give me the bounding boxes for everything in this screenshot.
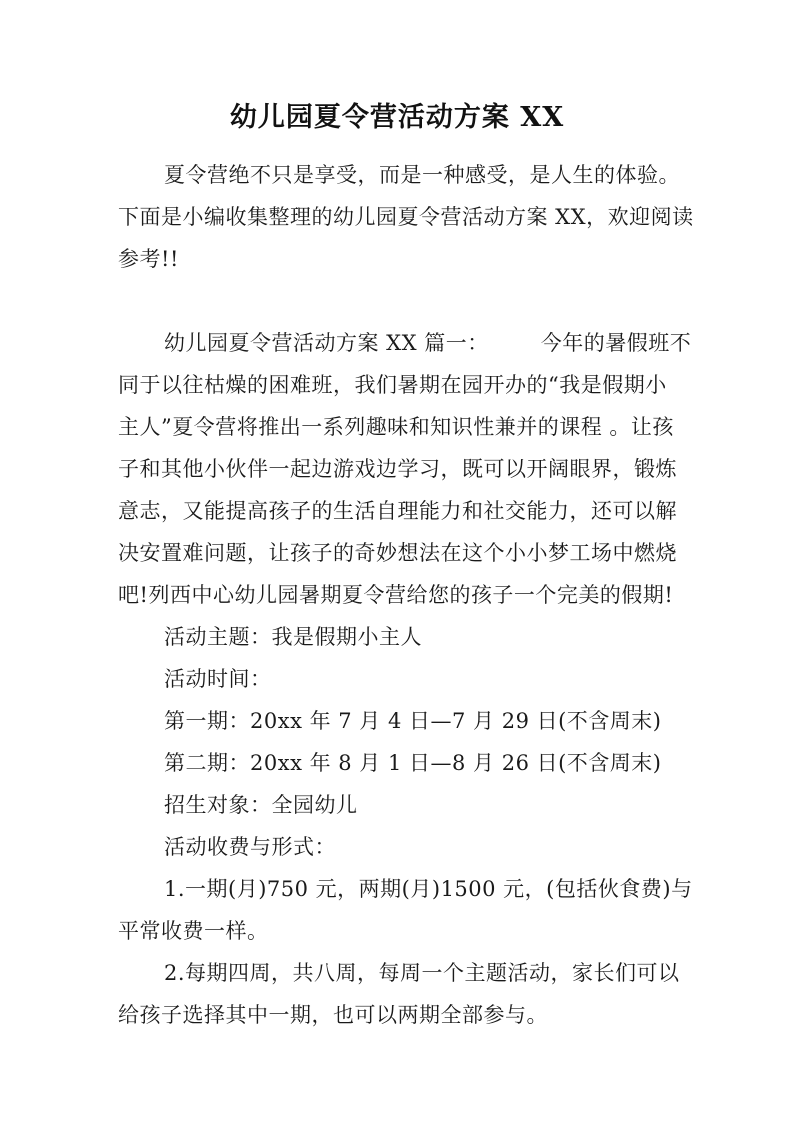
document-title: 幼儿园夏令营活动方案 XX <box>229 102 565 133</box>
body-line: 吧!列西中心幼儿园暑期夏令营给您的孩子一个完美的假期! <box>118 583 674 607</box>
body-line: 同于以往枯燥的困难班，我们暑期在园开办的“我是假期小 <box>118 373 667 397</box>
body-line: 主人”夏令营将推出一系列趣味和知识性兼并的课程 。让孩 <box>118 415 674 439</box>
body-line: 子和其他小伙伴一起边游戏边学习，既可以开阔眼界，锻炼 <box>118 457 677 481</box>
period-one: 第一期：20xx 年 7 月 4 日—7 月 29 日(不含周末) <box>164 709 662 733</box>
intro-line-1: 夏令营绝不只是享受，而是一种感受，是人生的体验。 <box>164 163 680 187</box>
enrollment-target: 招生对象：全园幼儿 <box>164 793 358 817</box>
section-heading: 幼儿园夏令营活动方案 XX 篇一： <box>164 331 489 355</box>
fee-item-2-cont: 给孩子选择其中一期，也可以两期全部参与。 <box>118 1003 548 1027</box>
fee-item-2: 2.每期四周，共八周，每周一个主题活动，家长们可以 <box>164 961 680 985</box>
fee-item-1: 1.一期(月)750 元，两期(月)1500 元，(包括伙食费)与 <box>164 877 693 901</box>
intro-line-2: 下面是小编收集整理的幼儿园夏令营活动方案 XX，欢迎阅读 <box>118 205 694 229</box>
section-heading-line <box>164 328 691 358</box>
section-first-fragment: 今年的暑假班不 <box>540 331 692 355</box>
body-line: 决安置难问题，让孩子的奇妙想法在这个小小梦工场中燃烧 <box>118 541 677 565</box>
intro-line-3: 参考!! <box>118 247 179 271</box>
period-two: 第二期：20xx 年 8 月 1 日—8 月 26 日(不含周末) <box>164 751 662 775</box>
activity-time-label: 活动时间： <box>164 667 272 691</box>
body-line: 意志，又能提高孩子的生活自理能力和社交能力，还可以解 <box>118 499 677 523</box>
activity-theme: 活动主题：我是假期小主人 <box>164 625 422 649</box>
fee-item-1-cont: 平常收费一样。 <box>118 919 269 943</box>
fee-label: 活动收费与形式： <box>164 835 336 859</box>
